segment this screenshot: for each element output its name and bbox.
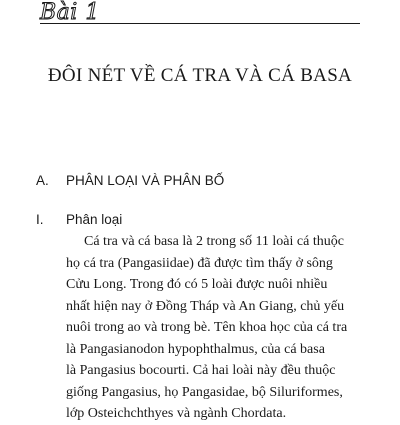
section-heading bbox=[36, 172, 224, 190]
body-paragraph bbox=[66, 231, 396, 425]
subsection-title: Phân loại bbox=[66, 212, 123, 227]
subsection-heading bbox=[36, 211, 122, 229]
body-line: Cửu Long. Trong đó có 5 loài được nuôi nhiều bbox=[66, 277, 328, 292]
body-line: nuôi trong ao và trong bè. Tên khoa học của cá tra bbox=[66, 320, 348, 335]
subsection-number: I. bbox=[36, 212, 44, 227]
body-line: họ cá tra (Pangasiidae) đã được tìm thấy ở sông bbox=[66, 255, 333, 271]
body-line: lớp Osteichchthyes và ngành Chordata. bbox=[66, 406, 287, 421]
lesson-label: Bài 1 bbox=[40, 0, 100, 25]
body-line: là Pangasius bocourti. Cả hai loài này đều thuộc bbox=[66, 363, 336, 378]
body-line: là Pangasianodon hypophthalmus, của cá basa bbox=[66, 341, 325, 357]
body-line: giống Pangasius, họ Pangasidae, bộ Siluriformes, bbox=[66, 384, 343, 400]
chapter-title: ĐÔI NÉT VỀ CÁ TRA VÀ CÁ BASA bbox=[47, 65, 353, 86]
section-title: PHÂN LOẠI VÀ PHÂN BỐ bbox=[66, 173, 225, 188]
body-line: Cá tra và cá basa là 2 trong số 11 loài cá thuộc bbox=[84, 234, 344, 249]
section-number: A. bbox=[36, 173, 49, 188]
header-rule bbox=[40, 23, 360, 24]
body-line: nhất hiện nay ở Đồng Tháp và An Giang, chủ yếu bbox=[66, 298, 345, 314]
